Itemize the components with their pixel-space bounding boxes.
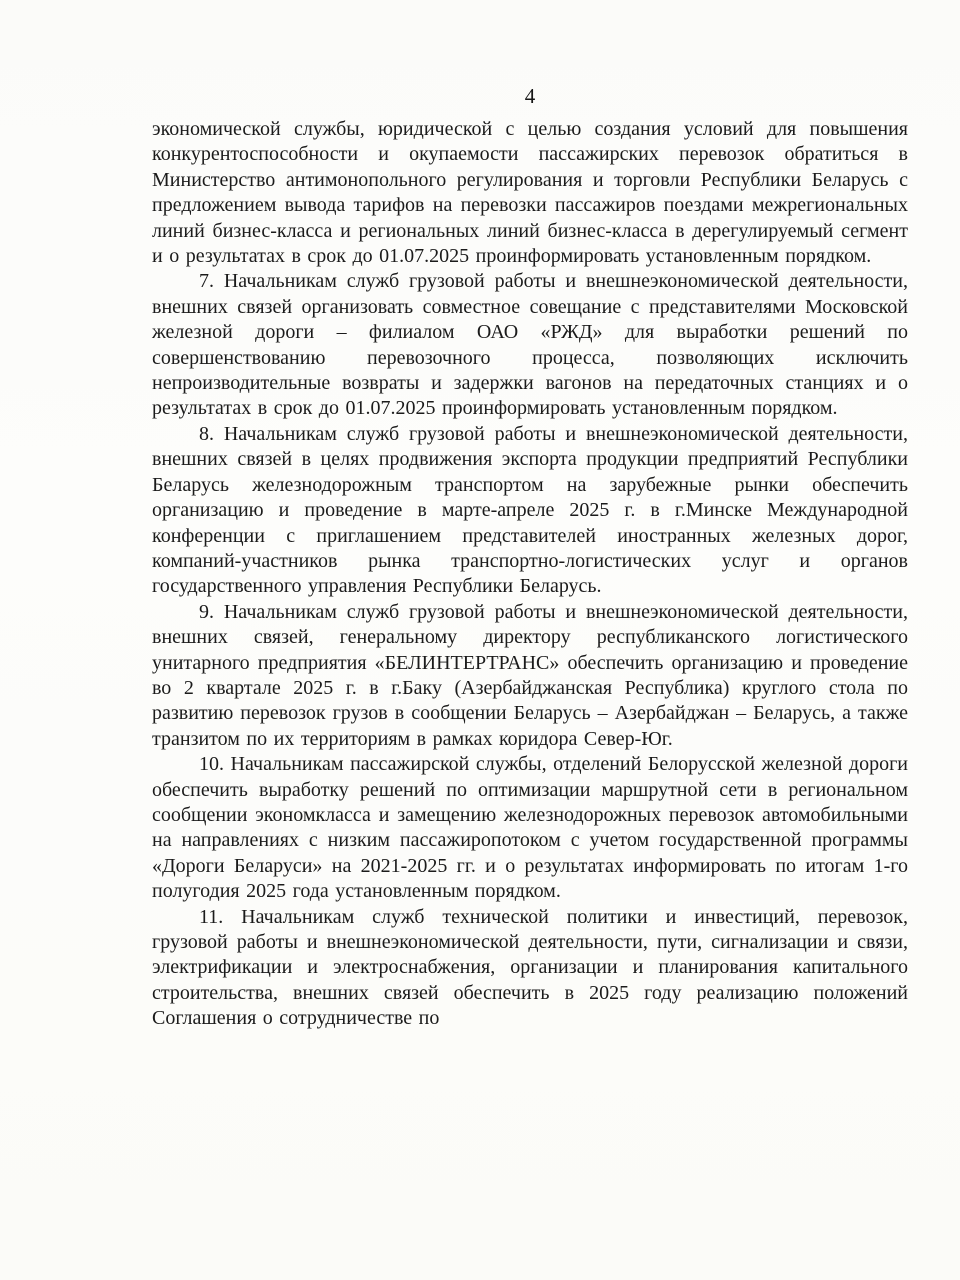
text-block	[152, 84, 908, 1032]
body-text	[152, 117, 908, 1032]
page-number: 4	[524, 84, 536, 108]
paragraph-item-7: 7. Начальникам служб грузовой работы и внешнеэкономической деятельности, внешних связей организовать совместное совещание с представителями Московской железной дороги – филиалом ОАО «РЖД» для выработки решений по совершенствованию перевозочного процесса, позволяющих исключить непроизводительные возвраты и задержки вагонов на передаточных станциях и о результатах в срок до 01.07.2025 проинформировать установленным порядком.	[152, 270, 908, 420]
paragraph-item-9: 9. Начальникам служб грузовой работы и внешнеэкономической деятельности, внешних связей, генеральному директору республиканского логистического унитарного предприятия «БЕЛИНТЕРТРАНС» обеспечить организацию и проведение во 2 квартале 2025 г. в г.Баку (Азербайджанская Республика) круглого стола по развитию перевозок грузов в сообщении Беларусь – Азербайджан – Беларусь, а также транзитом по их территориям в рамках коридора Север-Юг.	[152, 600, 908, 750]
paragraph-item-11: 11. Начальникам служб технической политики и инвестиций, перевозок, грузовой работы и внешнеэкономической деятельности, пути, сигнализации и связи, электрификации и электроснабжения, организации и планирования капитального строительства, внешних связей обеспечить в 2025 году реализацию положений Соглашения о сотрудничестве по	[152, 905, 908, 1030]
paragraph-continuation: экономической службы, юридической с целью создания условий для повышения конкурентоспособности и окупаемости пассажирских перевозок обратиться в Министерство антимонопольного регулирования и торговли Республики Беларусь с предложением вывода тарифов на перевозки пассажиров поездами межрегиональных линий бизнес-класса и региональных линий бизнес-класса в дерегулируемый сегмент и о результатах в срок до 01.07.2025 проинформировать установленным порядком.	[152, 118, 908, 268]
paragraph-item-10: 10. Начальникам пассажирской службы, отделений Белорусской железной дороги обеспечить выработку решений по оптимизации маршрутной сети в региональном сообщении экономкласса и замещению железнодорожных перевозок автомобильными на направлениях с низким пассажиропотоком с учетом государственной программы «Дороги Беларуси» на 2021-2025 гг. и о результатах информировать по итогам 1-го полугодия 2025 года установленным порядком.	[152, 753, 908, 903]
paragraph-item-8: 8. Начальникам служб грузовой работы и внешнеэкономической деятельности, внешних связей в целях продвижения экспорта продукции предприятий Республики Беларусь железнодорожным транспортом на зарубежные рынки обеспечить организацию и проведение в марте-апреле 2025 г. в г.Минске Международной конференции с приглашением представителей иностранных железных дорог, компаний-участников рынка транспортно-логистических услуг и органов государственного управления Республики Беларусь.	[152, 422, 908, 598]
